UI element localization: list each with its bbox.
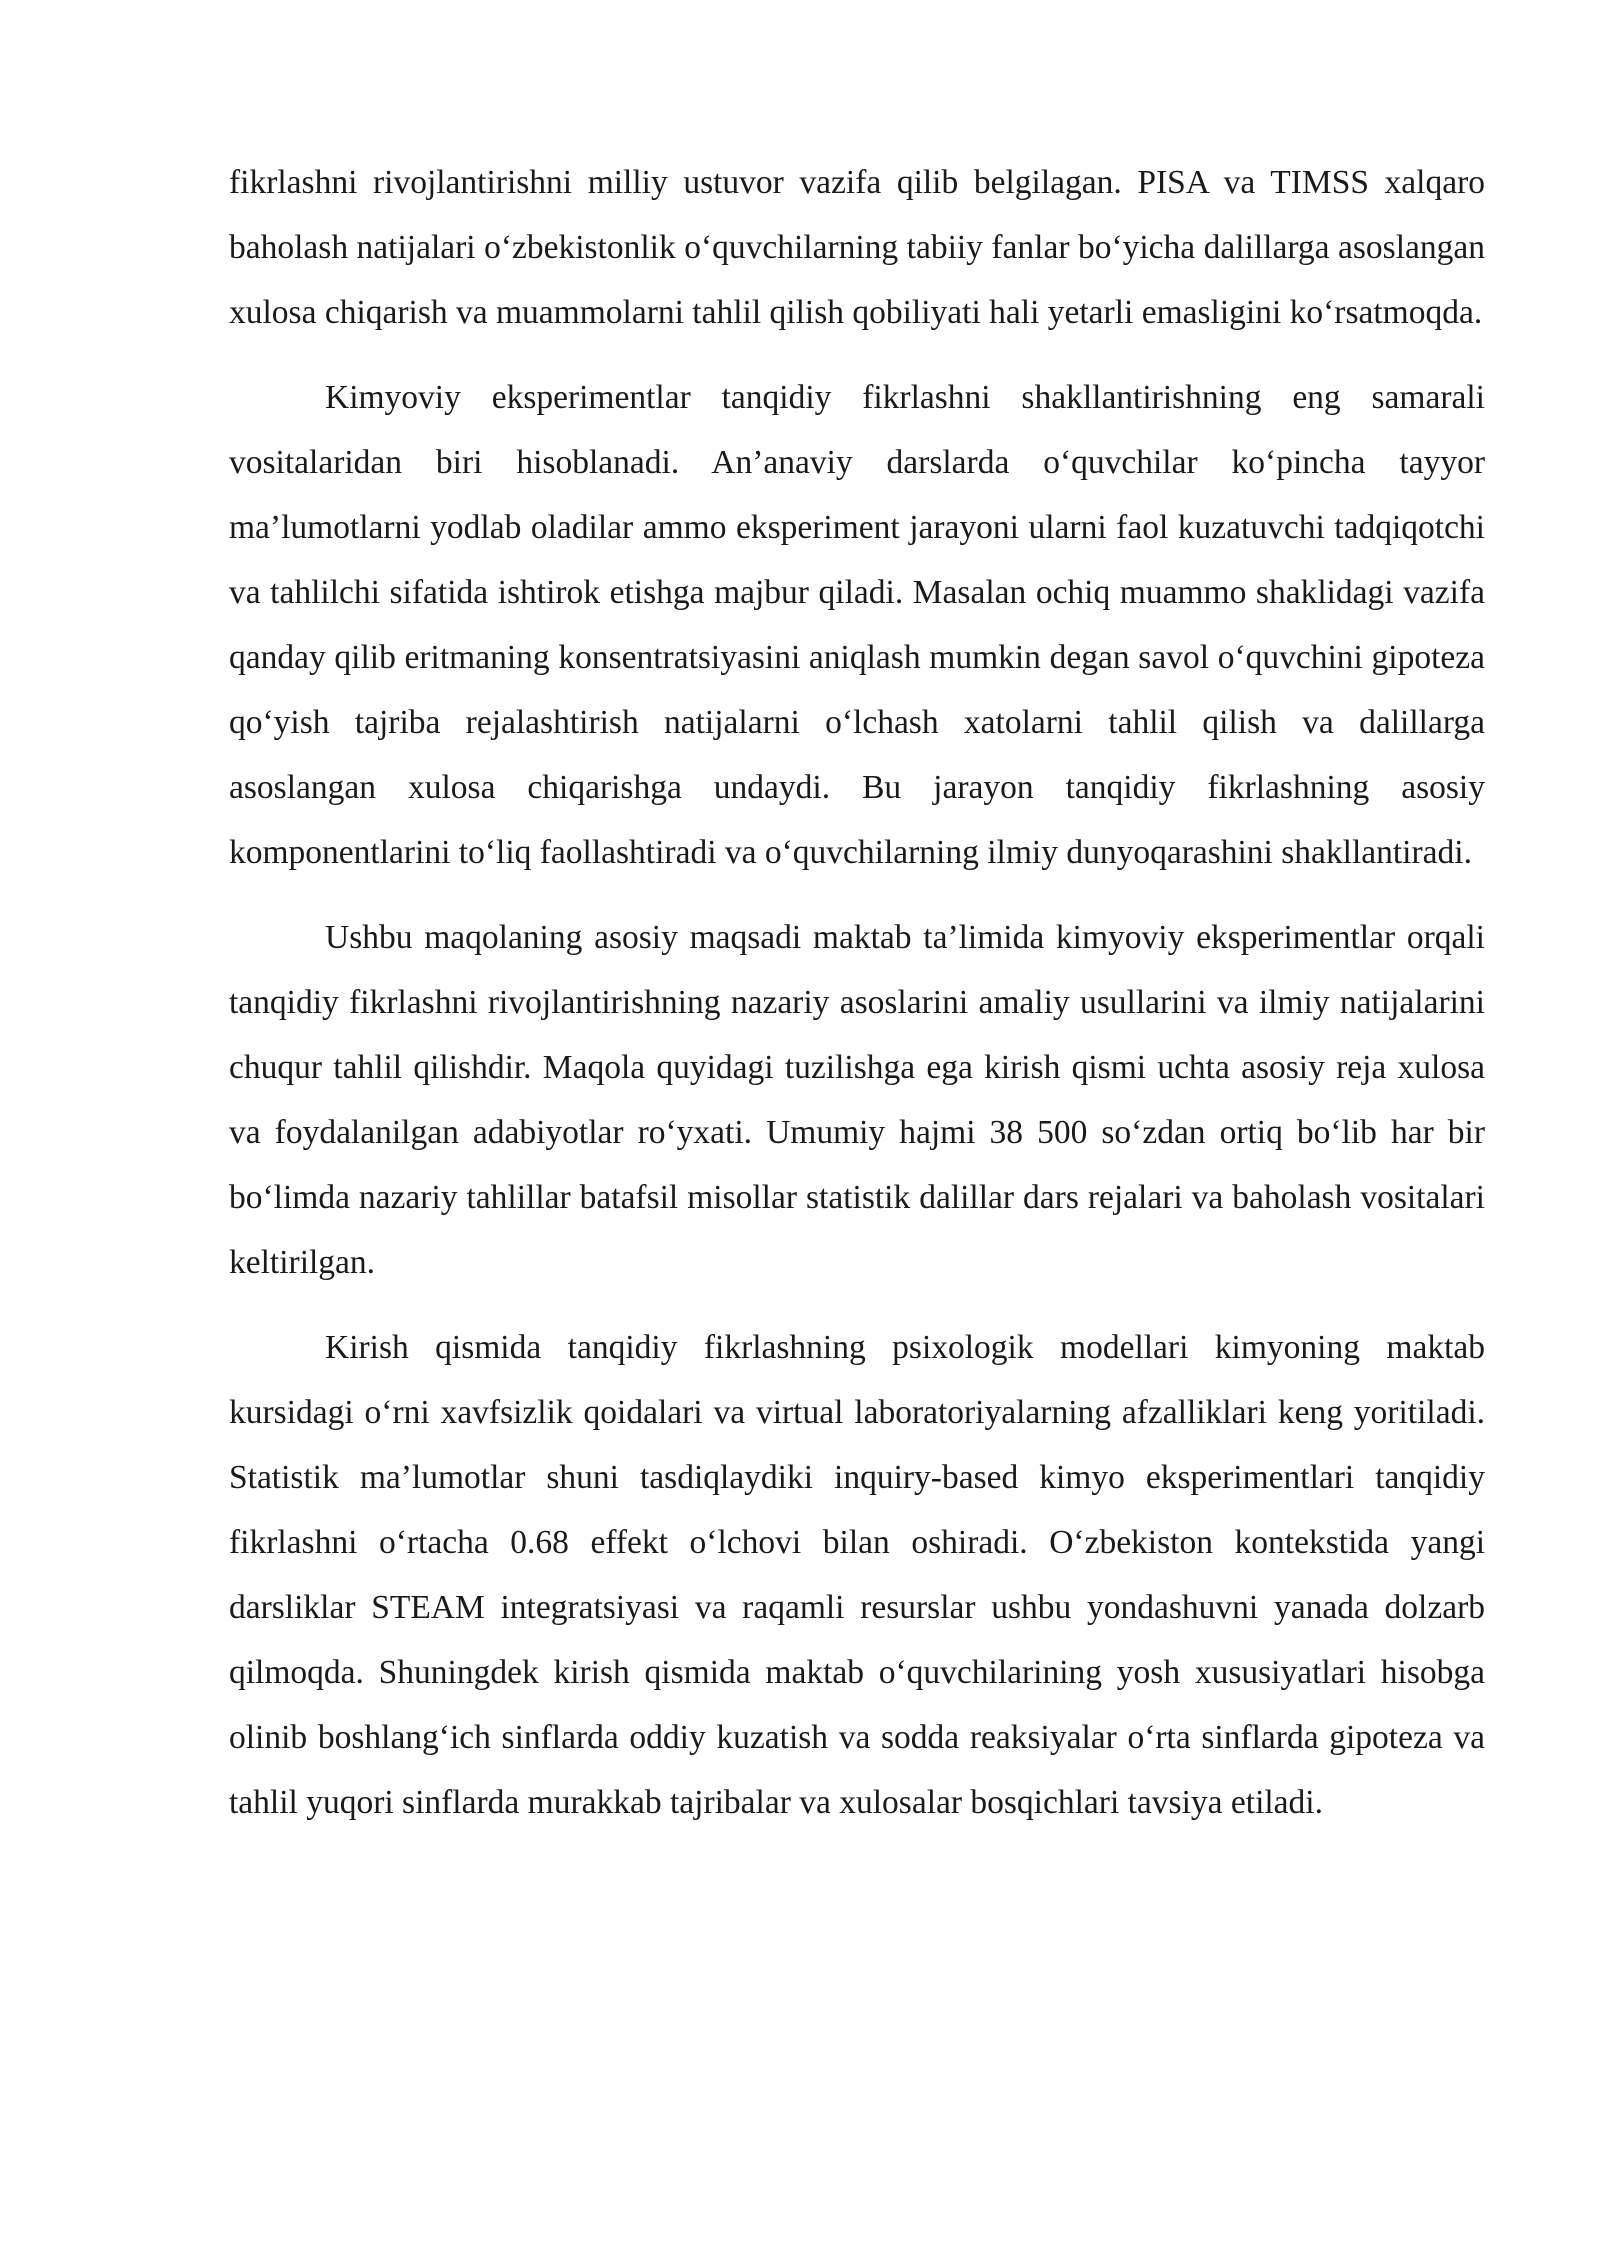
- paragraph-2: Kimyoviy eksperimentlar tanqidiy fikrlashni shakllantirishning eng samarali vositalaridan biri hisoblanadi. An’anaviy darslarda o‘quvchilar ko‘pincha tayyor ma’lumotlarni yodlab oladilar ammo eksperiment jarayoni ularni faol kuzatuvchi tadqiqotchi va tahlilchi sifatida ishtirok etishga majbur qiladi. Masalan ochiq muammo shaklidagi vazifa qanday qilib eritmaning konsentratsiyasini aniqlash mumkin degan savol o‘quvchini gipoteza qo‘yish tajriba rejalashtirish natijalarni o‘lchash xatolarni tahlil qilish va dalillarga asoslangan xulosa chiqarishga undaydi. Bu jarayon tanqidiy fikrlashning asosiy komponentlarini to‘liq faollashtiradi va o‘quvchilarning ilmiy dunyoqarashini shakllantiradi.: [229, 379, 1485, 871]
- body-text: [229, 150, 1485, 1855]
- paragraph-1: fikrlashni rivojlantirishni milliy ustuvor vazifa qilib belgilagan. PISA va TIMSS xalqaro baholash natijalari o‘zbekistonlik o‘quvchilarning tabiiy fanlar bo‘yicha dalillarga asoslangan xulosa chiqarish va muammolarni tahlil qilish qobiliyati hali yetarli emasligini ko‘rsatmoqda.: [229, 164, 1485, 331]
- paragraph-4: Kirish qismida tanqidiy fikrlashning psixologik modellari kimyoning maktab kursidagi o‘rni xavfsizlik qoidalari va virtual laboratoriyalarning afzalliklari keng yoritiladi. Statistik ma’lumotlar shuni tasdiqlaydiki inquiry-based kimyo eksperimentlari tanqidiy fikrlashni o‘rtacha 0.68 effekt o‘lchovi bilan oshiradi. O‘zbekiston kontekstida yangi darsliklar STEAM integratsiyasi va raqamli resurslar ushbu yondashuvni yanada dolzarb qilmoqda. Shuningdek kirish qismida maktab o‘quvchilarining yosh xususiyatlari hisobga olinib boshlang‘ich sinflarda oddiy kuzatish va sodda reaksiyalar o‘rta sinflarda gipoteza va tahlil yuqori sinflarda murakkab tajribalar va xulosalar bosqichlari tavsiya etiladi.: [229, 1329, 1485, 1821]
- paragraph-3: Ushbu maqolaning asosiy maqsadi maktab ta’limida kimyoviy eksperimentlar orqali tanqidiy fikrlashni rivojlantirishning nazariy asoslarini amaliy usullarini va ilmiy natijalarini chuqur tahlil qilishdir. Maqola quyidagi tuzilishga ega kirish qismi uchta asosiy reja xulosa va foydalanilgan adabiyotlar ro‘yxati. Umumiy hajmi 38 500 so‘zdan ortiq bo‘lib har bir bo‘limda nazariy tahlillar batafsil misollar statistik dalillar dars rejalari va baholash vositalari keltirilgan.: [229, 919, 1485, 1281]
